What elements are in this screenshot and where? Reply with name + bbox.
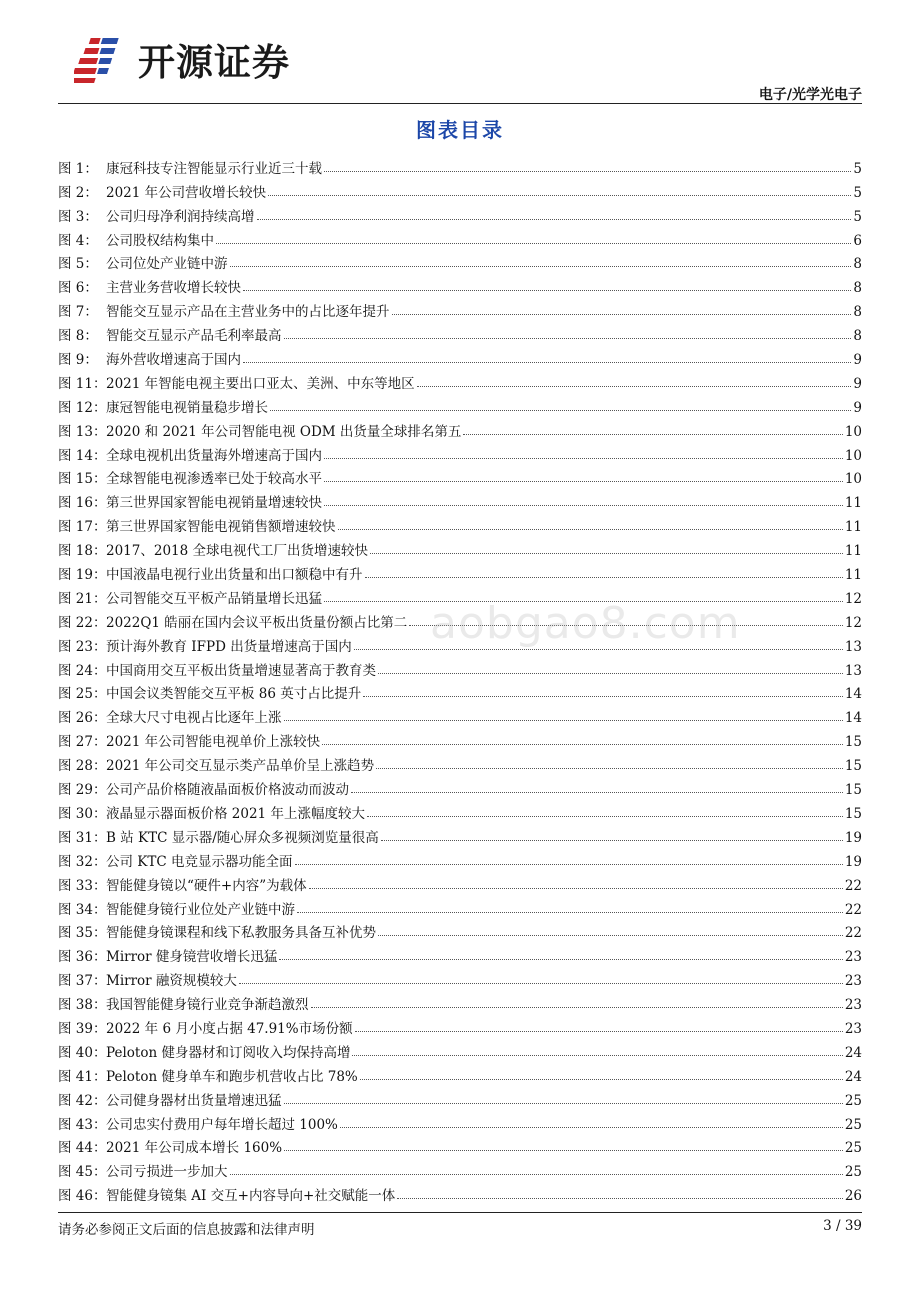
toc-entry-leader: [324, 481, 843, 482]
toc-entry[interactable]: [58, 1037, 862, 1061]
toc-entry[interactable]: [58, 368, 862, 392]
toc-entry-title[interactable]: B 站 KTC 显示器/随心屏众多视频浏览量很高: [106, 829, 379, 846]
toc-entry[interactable]: [58, 487, 862, 511]
toc-entry-page[interactable]: 23: [844, 997, 862, 1014]
toc-entry[interactable]: [58, 153, 862, 177]
toc-entry-page[interactable]: 6: [853, 232, 862, 249]
toc-entry-page[interactable]: 13: [844, 662, 862, 679]
toc-entry[interactable]: [58, 272, 862, 296]
toc-entry-title[interactable]: 2021 年智能电视主要出口亚太、美洲、中东等地区: [106, 375, 415, 392]
toc-entry-label: 图 33：: [58, 877, 107, 894]
toc-entry-page[interactable]: 24: [844, 1068, 862, 1085]
logo-mark-icon: [74, 34, 132, 84]
toc-entry-title[interactable]: 智能健身镜课程和线下私教服务具备互补优势: [106, 925, 376, 942]
footer-disclaimer: 请务必参阅正文后面的信息披露和法律声明: [58, 1222, 315, 1238]
toc-entry-title[interactable]: 2021 年公司营收增长较快: [106, 184, 267, 201]
toc-entry-leader: [363, 696, 843, 697]
toc-entry-label: 图 31：: [58, 829, 107, 846]
toc-entry-page[interactable]: 9: [853, 352, 862, 369]
toc-entry-page[interactable]: 11: [844, 519, 862, 536]
toc-entry-title[interactable]: 2022Q1 皓丽在国内会议平板出货量份额占比第二: [106, 614, 408, 631]
toc-entry-leader: [230, 266, 852, 267]
toc-entry-leader: [352, 1055, 842, 1056]
toc-entry-page[interactable]: 8: [853, 304, 862, 321]
toc-entry[interactable]: [58, 344, 862, 368]
toc-entry[interactable]: [58, 941, 862, 965]
toc-entry-title[interactable]: 全球智能电视渗透率已处于较高水平: [106, 471, 322, 488]
toc-entry[interactable]: [58, 774, 862, 798]
toc-entry-page[interactable]: 10: [844, 471, 862, 488]
toc-entry-label: 图 38：: [58, 997, 107, 1014]
toc-entry-title[interactable]: 公司亏损进一步加大: [106, 1164, 228, 1181]
toc-entry-page[interactable]: 22: [844, 925, 862, 942]
toc-entry-title[interactable]: 海外营收增速高于国内: [106, 352, 241, 369]
toc-entry-title[interactable]: 中国商用交互平板出货量增速显著高于教育类: [106, 662, 376, 679]
toc-entry-leader: [397, 1198, 843, 1199]
toc-entry-label: 图 30：: [58, 805, 107, 822]
toc-entry-label: 图 22：: [58, 614, 107, 631]
logo-text: 开源证券: [138, 41, 290, 84]
toc-entry-label: 图 9：: [58, 352, 98, 369]
company-logo: [74, 34, 334, 84]
toc-entry-leader: [216, 243, 851, 244]
watermark: aobgao8.com: [430, 598, 741, 649]
toc-entry-title[interactable]: 2020 和 2021 年公司智能电视 ODM 出货量全球排名第五: [106, 423, 462, 440]
toc-entry-leader: [324, 458, 843, 459]
toc-entry-page[interactable]: 23: [844, 973, 862, 990]
toc-entry-page[interactable]: 11: [844, 495, 862, 512]
toc-entry-page[interactable]: 25: [844, 1164, 862, 1181]
toc-entry-page[interactable]: 11: [844, 543, 862, 560]
toc-entry-label: 图 16：: [58, 495, 107, 512]
toc-entry[interactable]: [58, 320, 862, 344]
toc-entry-leader: [355, 1031, 843, 1032]
toc-entry-page[interactable]: 19: [844, 829, 862, 846]
toc-entry-page[interactable]: 15: [844, 805, 862, 822]
industry-category: 电子/光学光电子: [758, 87, 862, 103]
toc-entry-title[interactable]: 中国会议类智能交互平板 86 英寸占比提升: [106, 686, 362, 703]
toc-entry[interactable]: [58, 1180, 862, 1204]
toc-entry-label: 图 44：: [58, 1140, 107, 1157]
toc-entry-label: 图 7：: [58, 304, 98, 321]
toc-entry-leader: [340, 1127, 843, 1128]
toc-entry-title[interactable]: 预计海外教育 IFPD 出货量增速高于国内: [106, 638, 352, 655]
toc-entry-leader: [392, 314, 852, 315]
toc-entry-title[interactable]: 全球电视机出货量海外增速高于国内: [106, 447, 322, 464]
toc-entry-title[interactable]: Peloton 健身单车和跑步机营收占比 78%: [106, 1068, 358, 1085]
toc-entry-title[interactable]: 公司产品价格随液晶面板价格波动而波动: [106, 782, 349, 799]
toc-entry[interactable]: [58, 1061, 862, 1085]
toc-entry-label: 图 2：: [58, 184, 98, 201]
toc-entry-title[interactable]: 智能健身镜行业位处产业链中游: [106, 901, 295, 918]
toc-entry-page[interactable]: 14: [844, 710, 862, 727]
toc-entry-page[interactable]: 24: [844, 1044, 862, 1061]
toc-entry-title[interactable]: 主营业务营收增长较快: [106, 280, 241, 297]
toc-entry-title[interactable]: 康冠智能电视销量稳步增长: [106, 399, 268, 416]
toc-entry-title[interactable]: 液晶显示器面板价格 2021 年上涨幅度较大: [106, 805, 365, 822]
toc-entry-title[interactable]: 公司智能交互平板产品销量增长迅猛: [106, 590, 322, 607]
toc-entry-title[interactable]: 公司 KTC 电竞显示器功能全面: [106, 853, 293, 870]
toc-entry-label: 图 28：: [58, 758, 107, 775]
toc-entry[interactable]: [58, 1109, 862, 1133]
toc-entry-page[interactable]: 5: [853, 160, 862, 177]
toc-entry-title[interactable]: 公司股权结构集中: [106, 232, 214, 249]
toc-entry-page[interactable]: 5: [853, 184, 862, 201]
toc-entry-title[interactable]: 第三世界国家智能电视销售额增速较快: [106, 519, 336, 536]
toc-entry-title[interactable]: 我国智能健身镜行业竞争渐趋激烈: [106, 997, 309, 1014]
toc-entry-title[interactable]: 全球大尺寸电视占比逐年上涨: [106, 710, 282, 727]
toc-entry-label: 图 45：: [58, 1164, 107, 1181]
toc-entry-leader: [279, 959, 842, 960]
toc-entry[interactable]: [58, 965, 862, 989]
toc-entry-leader: [381, 840, 843, 841]
toc-entry-page[interactable]: 9: [853, 399, 862, 416]
toc-entry-leader: [338, 529, 843, 530]
toc-entry[interactable]: [58, 392, 862, 416]
toc-entry-page[interactable]: 23: [844, 1020, 862, 1037]
toc-entry-leader: [284, 1150, 843, 1151]
toc-entry-label: 图 4：: [58, 232, 98, 249]
toc-entry-leader: [239, 983, 843, 984]
toc-entry-page[interactable]: 25: [844, 1140, 862, 1157]
toc-entry-page[interactable]: 12: [844, 590, 862, 607]
toc-entry-page[interactable]: 22: [844, 877, 862, 894]
toc-entry[interactable]: [58, 416, 862, 440]
toc-entry-leader: [367, 816, 843, 817]
toc-entry[interactable]: [58, 726, 862, 750]
toc-entry-page[interactable]: 15: [844, 758, 862, 775]
toc-entry[interactable]: [58, 846, 862, 870]
toc-entry-page[interactable]: 25: [844, 1092, 862, 1109]
toc-entry-page[interactable]: 12: [844, 614, 862, 631]
toc-entry-title[interactable]: 公司健身器材出货量增速迅猛: [106, 1092, 282, 1109]
toc-entry-leader: [378, 935, 843, 936]
toc-entry-page[interactable]: 14: [844, 686, 862, 703]
toc-entry-label: 图 3：: [58, 208, 98, 225]
toc-entry[interactable]: [58, 1013, 862, 1037]
toc-entry-label: 图 12：: [58, 399, 107, 416]
toc-entry-label: 图 29：: [58, 782, 107, 799]
toc-entry-page[interactable]: 8: [853, 280, 862, 297]
toc-entry-label: 图 6：: [58, 280, 98, 297]
toc-entry-leader: [297, 912, 843, 913]
toc-entry[interactable]: [58, 798, 862, 822]
toc-entry-leader: [311, 1007, 843, 1008]
toc-entry-leader: [243, 290, 851, 291]
toc-entry-page[interactable]: 8: [853, 256, 862, 273]
toc-entry-label: 图 8：: [58, 328, 98, 345]
toc-entry-leader: [268, 195, 851, 196]
toc-entry-leader: [295, 864, 843, 865]
toc-entry-title[interactable]: 智能交互显示产品在主营业务中的占比逐年提升: [106, 304, 390, 321]
toc-entry-page[interactable]: 19: [844, 853, 862, 870]
toc-entry-leader: [365, 577, 843, 578]
toc-entry[interactable]: [58, 918, 862, 942]
header-divider: [58, 103, 862, 104]
toc-entry-title[interactable]: 第三世界国家智能电视销量增速较快: [106, 495, 322, 512]
toc-entry[interactable]: [58, 1156, 862, 1180]
toc-entry[interactable]: [58, 177, 862, 201]
toc-entry[interactable]: [58, 894, 862, 918]
toc-entry-title[interactable]: 康冠科技专注智能显示行业近三十载: [106, 160, 322, 177]
toc-entry[interactable]: [58, 225, 862, 249]
toc-entry-label: 图 36：: [58, 949, 107, 966]
toc-entry-leader: [360, 1079, 843, 1080]
toc-entry-page[interactable]: 11: [844, 567, 862, 584]
toc-entry-label: 图 19：: [58, 567, 107, 584]
toc-entry-title[interactable]: 智能健身镜以“硬件+内容”为载体: [106, 877, 307, 894]
toc-entry[interactable]: [58, 989, 862, 1013]
toc-entry-page[interactable]: 23: [844, 949, 862, 966]
toc-entry-title[interactable]: 公司忠实付费用户每年增长超过 100%: [106, 1116, 338, 1133]
toc-entry[interactable]: [58, 822, 862, 846]
toc-entry-page[interactable]: 9: [853, 375, 862, 392]
toc-entry-leader: [351, 792, 843, 793]
toc-entry-label: 图 35：: [58, 925, 107, 942]
toc-entry-leader: [257, 219, 852, 220]
toc-entry-leader: [243, 362, 851, 363]
toc-entry[interactable]: [58, 1133, 862, 1157]
toc-entry-label: 图 39：: [58, 1020, 107, 1037]
toc-entry-title[interactable]: 公司归母净利润持续高增: [106, 208, 255, 225]
toc-entry[interactable]: [58, 870, 862, 894]
toc-entry-label: 图 27：: [58, 734, 107, 751]
toc-entry-leader: [270, 410, 851, 411]
toc-entry-title[interactable]: 中国液晶电视行业出货量和出口额稳中有升: [106, 567, 363, 584]
toc-entry-leader: [284, 338, 852, 339]
toc-entry-label: 图 15：: [58, 471, 107, 488]
toc-entry-label: 图 11：: [58, 375, 107, 392]
toc-entry-title[interactable]: 智能健身镜集 AI 交互+内容导向+社交赋能一体: [106, 1188, 396, 1205]
toc-entry-leader: [230, 1174, 843, 1175]
toc-entry-leader: [376, 768, 843, 769]
toc-entry[interactable]: [58, 559, 862, 583]
footer-divider: [58, 1212, 862, 1213]
toc-entry-leader: [378, 673, 843, 674]
toc-entry-leader: [463, 434, 842, 435]
toc-entry-leader: [284, 720, 843, 721]
toc-entry-title[interactable]: Peloton 健身器材和订阅收入均保持高增: [106, 1044, 351, 1061]
toc-entry-title[interactable]: 2022 年 6 月小度占据 47.91%市场份额: [106, 1020, 353, 1037]
toc-entry[interactable]: [58, 679, 862, 703]
toc-entry-page[interactable]: 5: [853, 208, 862, 225]
figure-toc-list: [58, 153, 862, 1204]
page-header: [0, 0, 920, 104]
toc-entry-label: 图 43：: [58, 1116, 107, 1133]
toc-entry[interactable]: [58, 535, 862, 559]
toc-entry-page[interactable]: 10: [844, 447, 862, 464]
toc-entry[interactable]: [58, 201, 862, 225]
toc-entry-label: 图 17：: [58, 519, 107, 536]
toc-entry-label: 图 37：: [58, 973, 107, 990]
toc-entry[interactable]: [58, 655, 862, 679]
toc-entry-label: 图 21：: [58, 590, 107, 607]
toc-entry-title[interactable]: 2021 年公司成本增长 160%: [106, 1140, 283, 1157]
toc-entry[interactable]: [58, 1085, 862, 1109]
toc-entry[interactable]: [58, 296, 862, 320]
toc-entry-label: 图 32：: [58, 853, 107, 870]
toc-entry-label: 图 34：: [58, 901, 107, 918]
toc-entry-leader: [309, 888, 843, 889]
toc-entry-label: 图 1：: [58, 160, 98, 177]
toc-title: 图表目录: [416, 118, 504, 142]
toc-entry-title[interactable]: Mirror 融资规模较大: [106, 973, 237, 990]
toc-entry-page[interactable]: 10: [844, 423, 862, 440]
toc-entry-leader: [284, 1103, 843, 1104]
toc-entry-page[interactable]: 15: [844, 734, 862, 751]
toc-entry-label: 图 5：: [58, 256, 98, 273]
toc-entry-label: 图 24：: [58, 662, 107, 679]
toc-entry-label: 图 26：: [58, 710, 107, 727]
toc-entry[interactable]: [58, 249, 862, 273]
toc-entry-page[interactable]: 13: [844, 638, 862, 655]
toc-entry-label: 图 46：: [58, 1188, 107, 1205]
toc-entry-leader: [324, 171, 851, 172]
toc-entry-title[interactable]: 公司位处产业链中游: [106, 256, 228, 273]
toc-entry[interactable]: [58, 440, 862, 464]
toc-entry-leader: [417, 386, 852, 387]
toc-entry-title[interactable]: 智能交互显示产品毛利率最高: [106, 328, 282, 345]
toc-entry-leader: [370, 553, 843, 554]
toc-entry[interactable]: [58, 702, 862, 726]
toc-entry-page[interactable]: 25: [844, 1116, 862, 1133]
toc-entry-page[interactable]: 26: [844, 1188, 862, 1205]
toc-entry-label: 图 25：: [58, 686, 107, 703]
toc-entry-label: 图 14：: [58, 447, 107, 464]
toc-entry-leader: [324, 505, 843, 506]
footer-page-number: 3 / 39: [823, 1218, 862, 1234]
toc-entry-title[interactable]: 2021 年公司交互显示类产品单价呈上涨趋势: [106, 758, 375, 775]
toc-entry-label: 图 41：: [58, 1068, 107, 1085]
toc-entry[interactable]: [58, 750, 862, 774]
toc-entry[interactable]: [58, 464, 862, 488]
toc-entry-label: 图 18：: [58, 543, 107, 560]
toc-entry-page[interactable]: 22: [844, 901, 862, 918]
toc-entry-title[interactable]: 2021 年公司智能电视单价上涨较快: [106, 734, 321, 751]
toc-entry[interactable]: [58, 511, 862, 535]
toc-entry-title[interactable]: Mirror 健身镜营收增长迅猛: [106, 949, 278, 966]
toc-entry-label: 图 40：: [58, 1044, 107, 1061]
toc-entry-leader: [322, 744, 843, 745]
toc-entry-label: 图 13：: [58, 423, 107, 440]
toc-entry-label: 图 23：: [58, 638, 107, 655]
toc-entry-title[interactable]: 2017、2018 全球电视代工厂出货增速较快: [106, 543, 369, 560]
toc-entry-page[interactable]: 15: [844, 782, 862, 799]
toc-entry-label: 图 42：: [58, 1092, 107, 1109]
toc-entry-page[interactable]: 8: [853, 328, 862, 345]
